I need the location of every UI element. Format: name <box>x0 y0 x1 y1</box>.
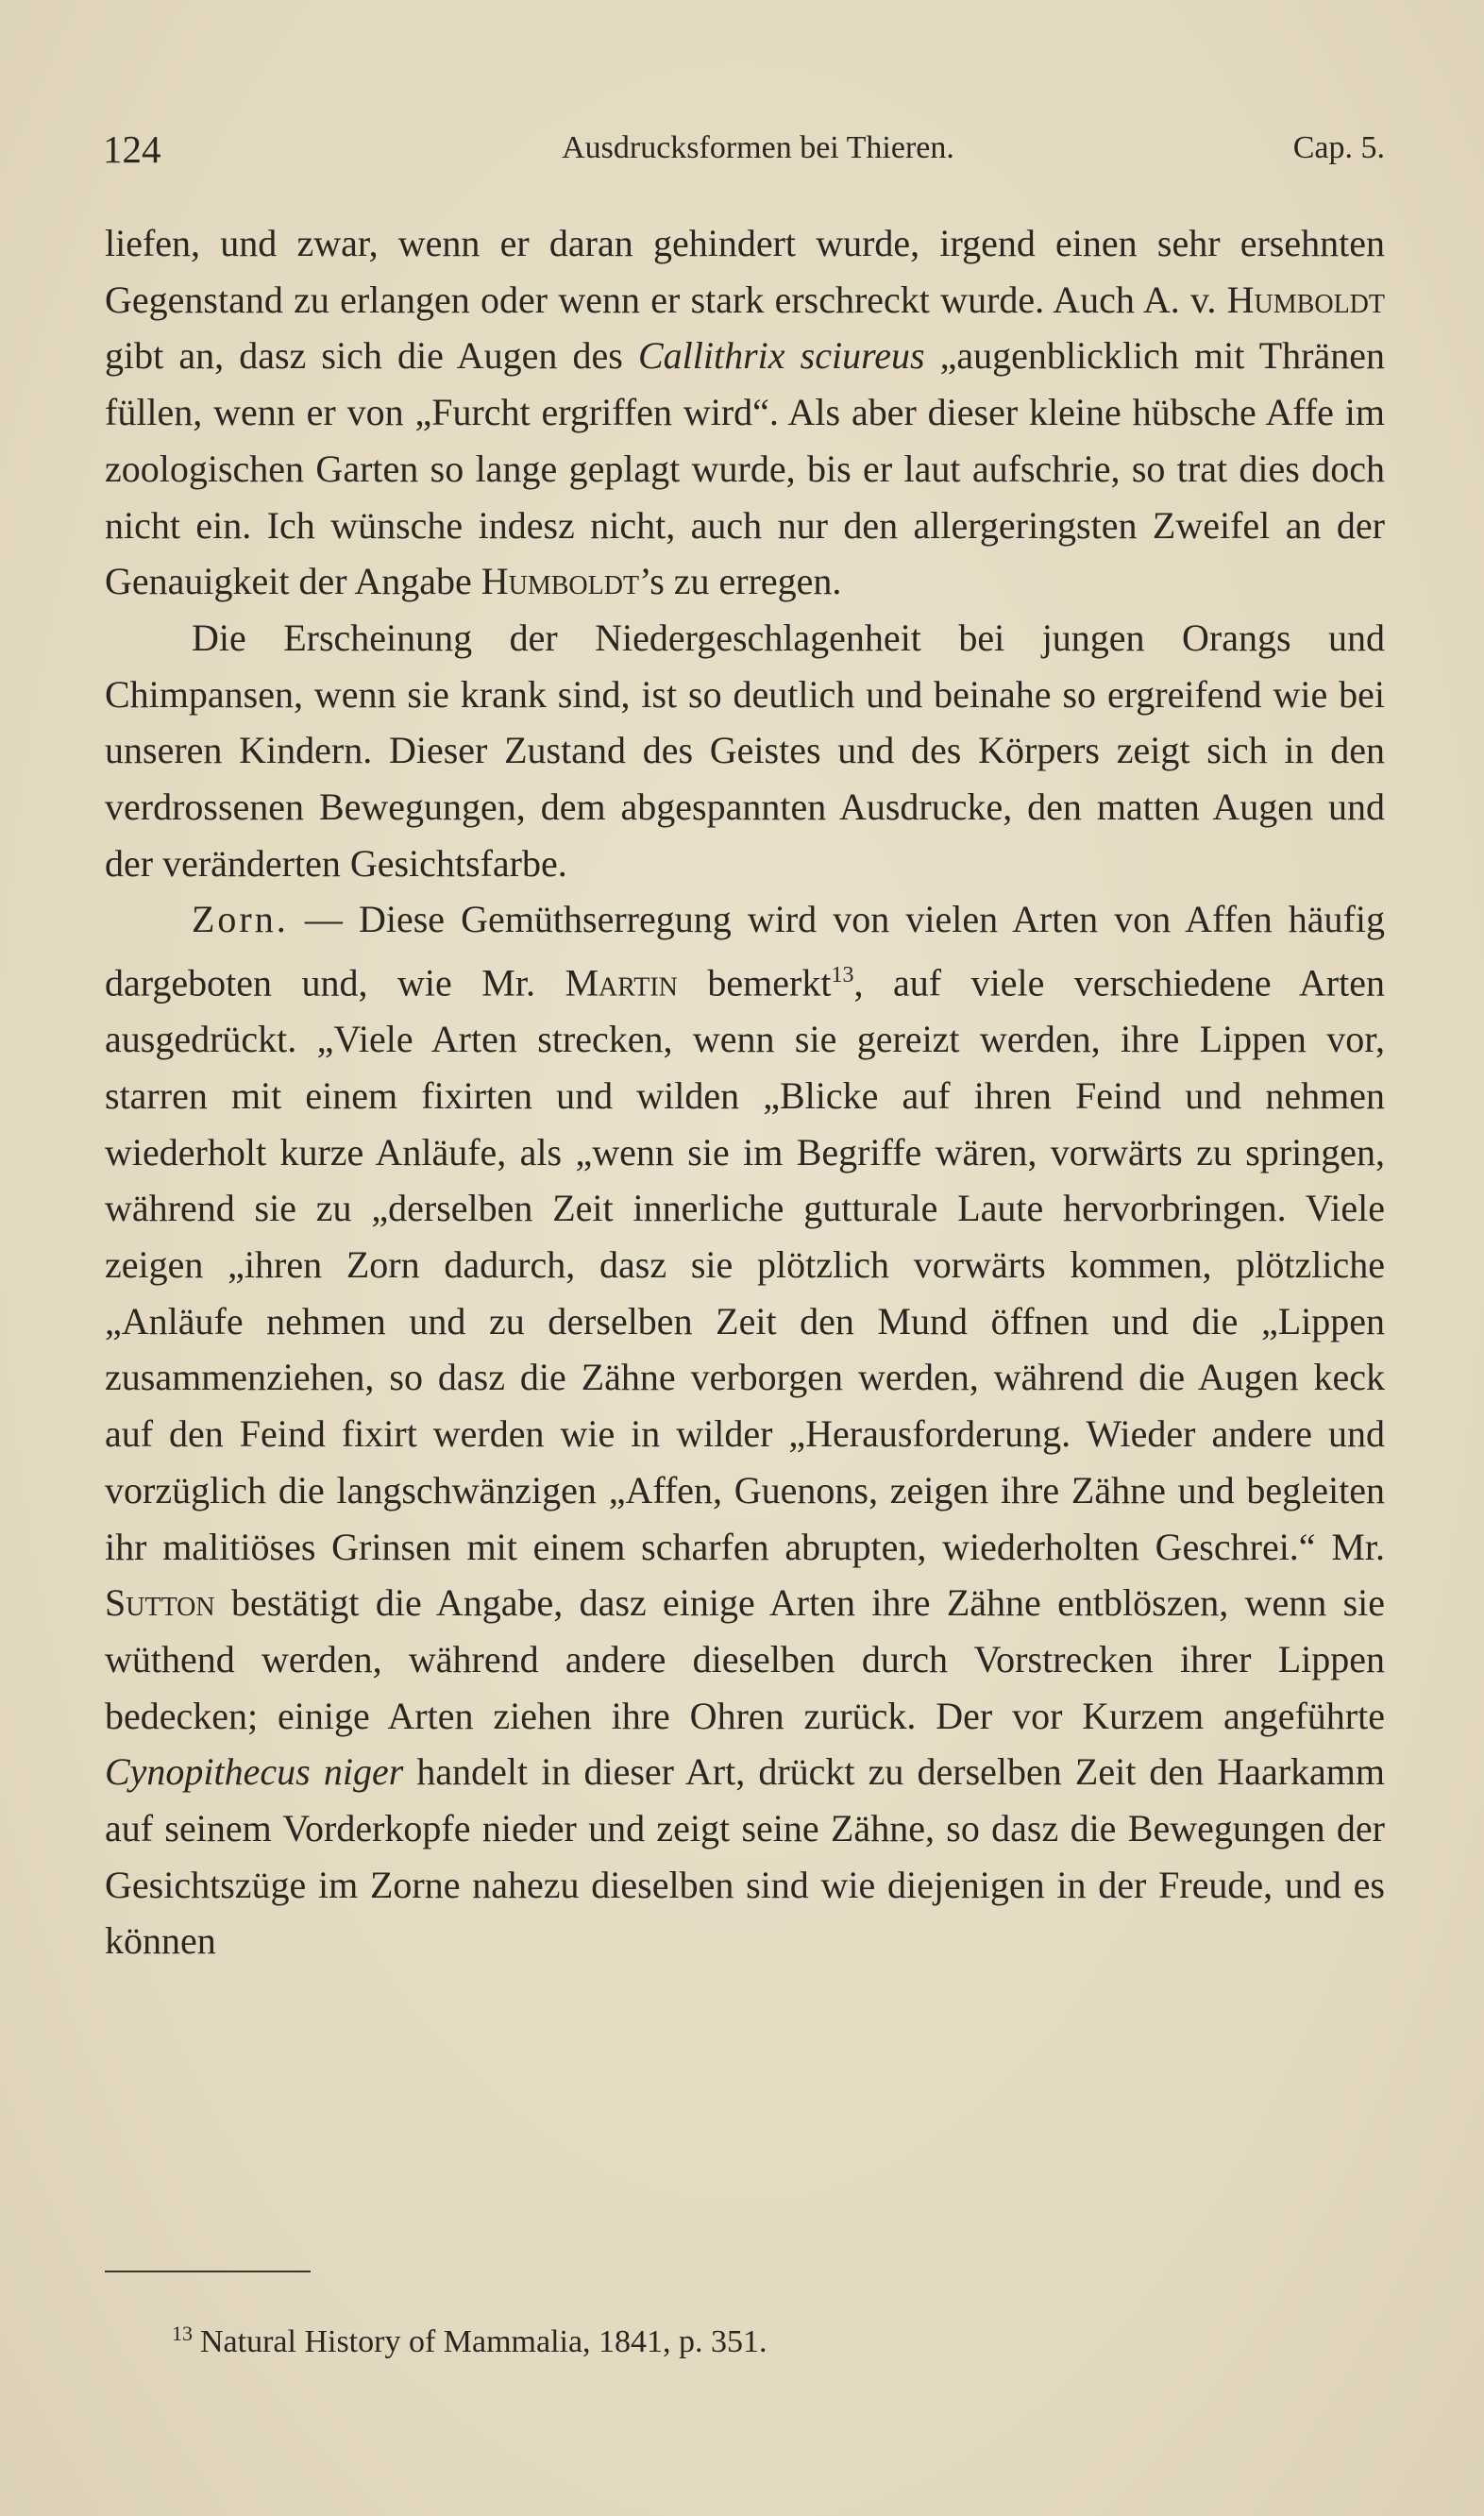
text-run: gibt an, dasz sich die Augen des <box>105 334 638 378</box>
paragraph-anger <box>105 891 1385 1969</box>
species-name: Cynopithecus niger <box>105 1750 404 1794</box>
running-title: Ausdrucksformen bei Thieren. <box>562 130 954 165</box>
main-text <box>105 215 1385 1969</box>
paragraph-dejection: Die Erscheinung der Niedergeschlagenheit bei jungen Orangs und Chimpansen, wenn sie krank sind, ist so deutlich und beinahe so ergreifend wie bei unseren Kindern. Dieser Zustand des Geistes und des Körpers zeigt sich in den verdrossenen Bewegungen, dem abgespannten Ausdrucke, den matten Augen und der veränderten Gesichtsfarbe. <box>105 616 1385 885</box>
page-number: 124 <box>103 127 161 171</box>
text-run: handelt in dieser Art, drückt zu derselben Zeit den Haarkamm auf seinem Vorderkopfe nieder und zeigt seine Zähne, so dasz die Bewegungen der Gesichtszüge im Zorne nahezu dieselben sind wie diejenigen in der Freude, und es können <box>105 1750 1385 1963</box>
footnote <box>172 2311 1352 2365</box>
chapter-label: Cap. 5. <box>1292 130 1385 165</box>
page-header <box>103 127 1385 174</box>
footnote-number: 13 <box>172 2322 193 2345</box>
author-name-humboldt: Humboldt <box>481 560 640 603</box>
footnote-reference: 13 <box>831 963 854 988</box>
text-run: liefen, und zwar, wenn er daran gehindert wurde, irgend einen sehr ersehnten Gegenstand zu erlangen oder wenn er stark erschreckt wurde. Auch A. v. <box>105 222 1385 321</box>
footnote-divider <box>105 2271 311 2272</box>
text-run: „augenblicklich mit Thränen füllen, wenn er von „Furcht ergriffen wird“. Als aber dieser kleine hübsche Affe im zoologischen Garten so lange geplagt wurde, bis er laut aufschrie, so trat dies doch nicht ein. Ich wünsche indesz nicht, auch nur den allergeringsten Zweifel an der Genauigkeit der Angabe <box>105 334 1385 603</box>
text-run: ’s zu erregen. <box>639 560 842 603</box>
author-name-martin: Martin <box>565 961 678 1005</box>
paragraph-continued <box>105 215 1385 610</box>
text-run: , auf viele verschiedene Arten ausgedrückt. „Viele Arten strecken, wenn sie gereizt werden, ihre Lippen vor, starren mit einem fixirten und wilden „Blicke auf ihren Feind und nehmen wiederholt kurze Anläufe, als „wenn sie im Begriffe wären, vorwärts zu springen, während sie zu „derselben Zeit innerliche gutturale Laute hervorbringen. Viele zeigen „ihren Zorn dadurch, dasz sie plötzlich vorwärts kommen, plötzliche „Anläufe nehmen und zu derselben Zeit den Mund öffnen und die „Lippen zusammenziehen, so dasz die Zähne verborgen werden, während die Augen keck auf den Feind fixirt werden wie in wilder „Herausforderung. Wieder andere und vorzüglich die langschwänzigen „Affen, Guenons, zeigen ihre Zähne und begleiten ihr malitiöses Grinsen mit einem scharfen abrupten, wiederholten Geschrei.“ Mr. <box>105 961 1385 1568</box>
text-run: bemerkt <box>677 961 832 1005</box>
author-name-sutton: Sutton <box>105 1581 215 1625</box>
section-keyword: Zorn. <box>192 898 289 941</box>
species-name: Callithrix sciureus <box>637 334 925 378</box>
text-run: bestätigt die Angabe, dasz einige Arten ihre Zähne entblöszen, wenn sie wüthend werden, während andere dieselben durch Vorstrecken ihrer Lippen bedecken; einige Arten ziehen ihre Ohren zurück. Der vor Kurzem angeführte <box>105 1581 1385 1737</box>
author-name-humboldt: Humboldt <box>1226 278 1385 321</box>
text-run: — Diese Gemüthserregung wird von vielen Arten von Affen häufig dargeboten und, wie Mr. <box>105 898 1385 1005</box>
footnote-text: Natural History of Mammalia, 1841, p. 351. <box>200 2324 767 2359</box>
